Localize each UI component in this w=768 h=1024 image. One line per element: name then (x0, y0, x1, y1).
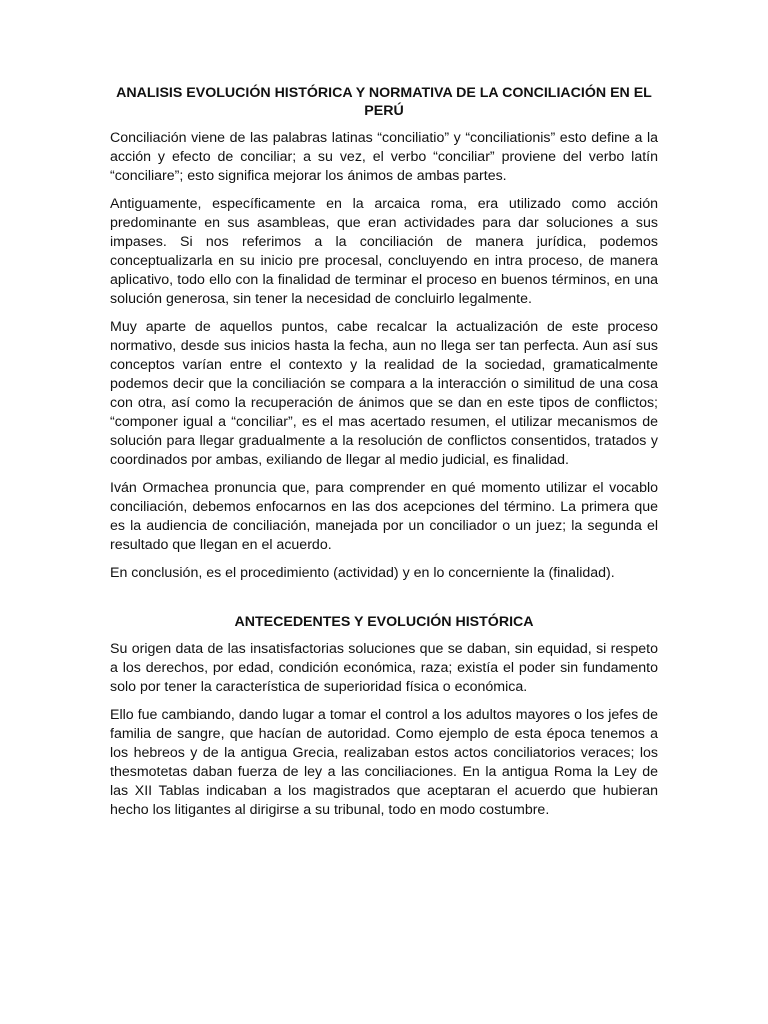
document-title: ANALISIS EVOLUCIÓN HISTÓRICA Y NORMATIVA DE LA CONCILIACIÓN EN EL PERÚ (116, 85, 652, 119)
intro-paragraph-3: Muy aparte de aquellos puntos, cabe recalcar la actualización de este proceso normativo, desde sus inicios hasta la fecha, aun no llega ser tan perfecta. Aun así sus conceptos varían entre el contexto y la realidad de la sociedad, gramaticalmente podemos decir que la conciliación se compara a la interacción o similitud de una cosa con otra, así como la recuperación de ánimos que se dan en este tipos de conflictos; “componer igual a “conciliar”, es el mas acertado resumen, el utilizar mecanismos de solución para llegar gradualmente a la resolución de conflictos consentidos, tratados y coordinados por ambas, exiliando de llegar al medio judicial, es finalidad. (110, 319, 658, 468)
document-page (110, 84, 658, 829)
section-paragraph-1: Su origen data de las insatisfactorias soluciones que se daban, sin equidad, si respeto a los derechos, por edad, condición económica, raza; existía el poder sin fundamento solo por tener la característica de superioridad física o económica. (110, 641, 658, 695)
intro-paragraph-1: Conciliación viene de las palabras latinas “conciliatio” y “conciliationis” esto define a la acción y efecto de conciliar; a su vez, el verbo “conciliar” proviene del verbo latín “conciliare”; esto significa mejorar los ánimos de ambas partes. (110, 130, 658, 184)
section-title: ANTECEDENTES Y EVOLUCIÓN HISTÓRICA (234, 614, 534, 630)
intro-paragraph-5: En conclusión, es el procedimiento (actividad) y en lo concerniente la (finalidad). (110, 565, 615, 581)
section-paragraph-2: Ello fue cambiando, dando lugar a tomar el control a los adultos mayores o los jefes de familia de sangre, que hacían de autoridad. Como ejemplo de esta época tenemos a los hebreos y de la antigua Grecia, realizaban estos actos conciliatorios veraces; los thesmotetas daban fuerza de ley a las conciliaciones. En la antigua Roma la Ley de las XII Tablas indicaban a los magistrados que aceptaran el acuerdo que hubieran hecho los litigantes al dirigirse a su tribunal, todo en modo costumbre. (110, 707, 658, 818)
intro-paragraph-2: Antiguamente, específicamente en la arcaica roma, era utilizado como acción predominante en sus asambleas, que eran actividades para dar soluciones a sus impases. Si nos referimos a la conciliación de manera jurídica, podemos conceptualizarla en su inicio pre procesal, concluyendo en intra proceso, de manera aplicativo, todo ello con la finalidad de terminar el proceso en buenos términos, en una solución generosa, sin tener la necesidad de concluirlo legalmente. (110, 196, 658, 307)
intro-paragraph-4: Iván Ormachea pronuncia que, para comprender en qué momento utilizar el vocablo conciliación, debemos enfocarnos en las dos acepciones del término. La primera que es la audiencia de conciliación, manejada por un conciliador o un juez; la segunda el resultado que llegan en el acuerdo. (110, 480, 658, 553)
